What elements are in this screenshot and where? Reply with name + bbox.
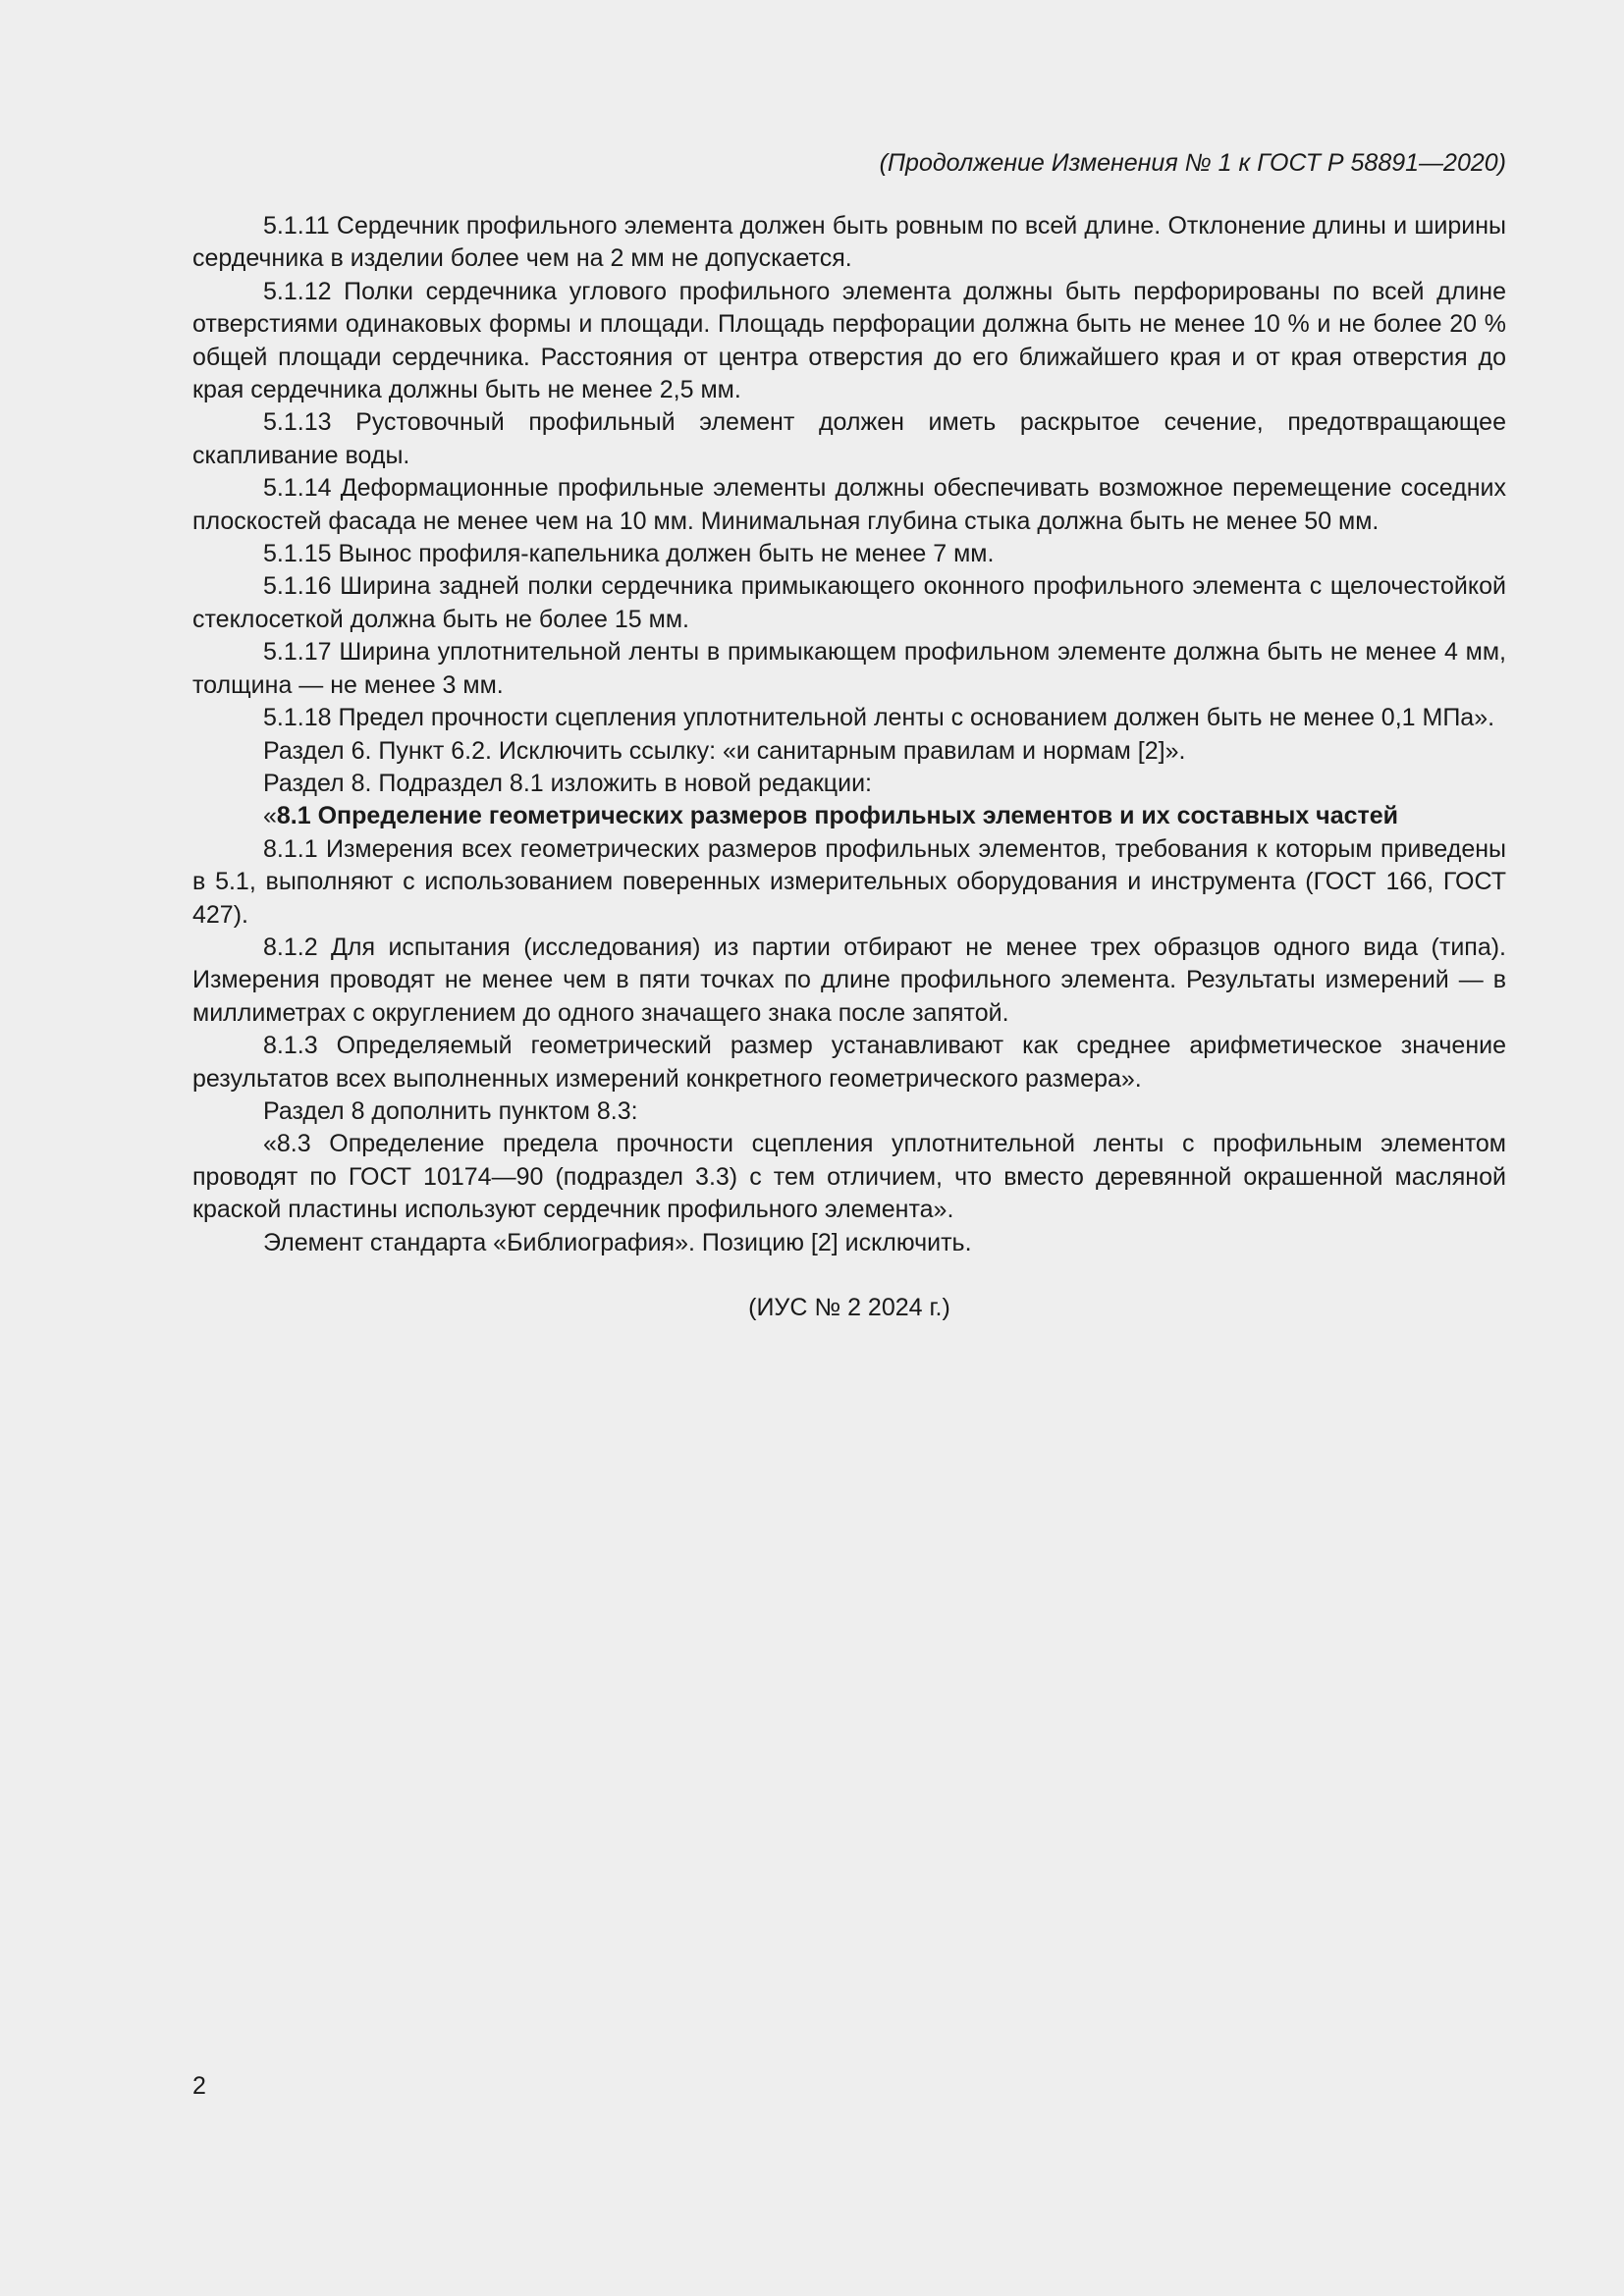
paragraph-5-1-18: 5.1.18 Предел прочности сцепления уплотнительной ленты с основанием должен быть не менее 0,1 МПа». — [263, 704, 1495, 732]
paragraph-section-6-change: Раздел 6. Пункт 6.2. Исключить ссылку: «и санитарным правилам и нормам [2]». — [263, 736, 1186, 765]
paragraph-5-1-12: 5.1.12 Полки сердечника углового профильного элемента должны быть перфорированы по всей длине отверстиями одинаковых формы и площади. Площадь перфорации должна быть не менее 10 % и не более 20 % общей площади сердечника. Расстояния от центра отверстия до его ближайшего края и от края отверстия до края сердечника должны быть не менее 2,5 мм. — [192, 277, 1506, 404]
page-number: 2 — [192, 2072, 206, 2100]
paragraph-8-1-1: 8.1.1 Измерения всех геометрических размеров профильных элементов, требования к которым приведены в 5.1, выполняют с использованием поверенных измерительных оборудования и инструмента (ГОСТ 166, ГОСТ 427). — [192, 834, 1506, 929]
page-header-continuation: (Продолжение Изменения № 1 к ГОСТ Р 58891—2020) — [879, 149, 1506, 177]
ius-reference: (ИУС № 2 2024 г.) — [748, 1294, 950, 1321]
paragraph-section-8-add: Раздел 8 дополнить пунктом 8.3: — [263, 1096, 638, 1125]
paragraph-5-1-11: 5.1.11 Сердечник профильного элемента должен быть ровным по всей длине. Отклонение длины и ширины сердечника в изделии более чем на 2 мм не допускается. — [192, 212, 1506, 273]
paragraph-bibliography-change: Элемент стандарта «Библиография». Позицию [2] исключить. — [263, 1228, 972, 1256]
section-8-1-title: 8.1 Определение геометрических размеров профильных элементов и их составных частей — [276, 802, 1399, 830]
paragraph-8-3: «8.3 Определение предела прочности сцепления уплотнительной ленты с профильным элементом проводят по ГОСТ 10174—90 (подраздел 3.3) с тем отличием, что вместо деревянной окрашенной масляной краской пластины используют сердечник профильного элемента». — [192, 1130, 1506, 1224]
paragraph-8-1-3: 8.1.3 Определяемый геометрический размер устанавливают как среднее арифметическое значение результатов всех выполненных измерений конкретного геометрического размера». — [192, 1032, 1506, 1093]
document-body — [192, 210, 1506, 1324]
paragraph-8-1-2: 8.1.2 Для испытания (исследования) из партии отбирают не менее трех образцов одного вида (типа). Измерения проводят не менее чем в пяти точках по длине профильного элемента. Результаты измерений — в миллиметрах с округлением до одного значащего знака после запятой. — [192, 933, 1506, 1027]
paragraph-5-1-16: 5.1.16 Ширина задней полки сердечника примыкающего оконного профильного элемента с щелочестойкой стеклосеткой должна быть не более 15 мм. — [192, 572, 1506, 633]
section-8-1-open-quote: « — [263, 802, 277, 830]
paragraph-5-1-14: 5.1.14 Деформационные профильные элементы должны обеспечивать возможное перемещение соседних плоскостей фасада не менее чем на 10 мм. Минимальная глубина стыка должна быть не менее 50 мм. — [192, 474, 1506, 535]
paragraph-5-1-13: 5.1.13 Рустовочный профильный элемент должен иметь раскрытое сечение, предотвращающее скапливание воды. — [192, 408, 1506, 469]
paragraph-5-1-15: 5.1.15 Вынос профиля-капельника должен быть не менее 7 мм. — [263, 540, 995, 568]
section-8-1-heading — [192, 800, 1506, 832]
paragraph-5-1-17: 5.1.17 Ширина уплотнительной ленты в примыкающем профильном элементе должна быть не менее 4 мм, толщина — не менее 3 мм. — [192, 638, 1506, 699]
paragraph-section-8-change: Раздел 8. Подраздел 8.1 изложить в новой редакции: — [263, 769, 872, 797]
